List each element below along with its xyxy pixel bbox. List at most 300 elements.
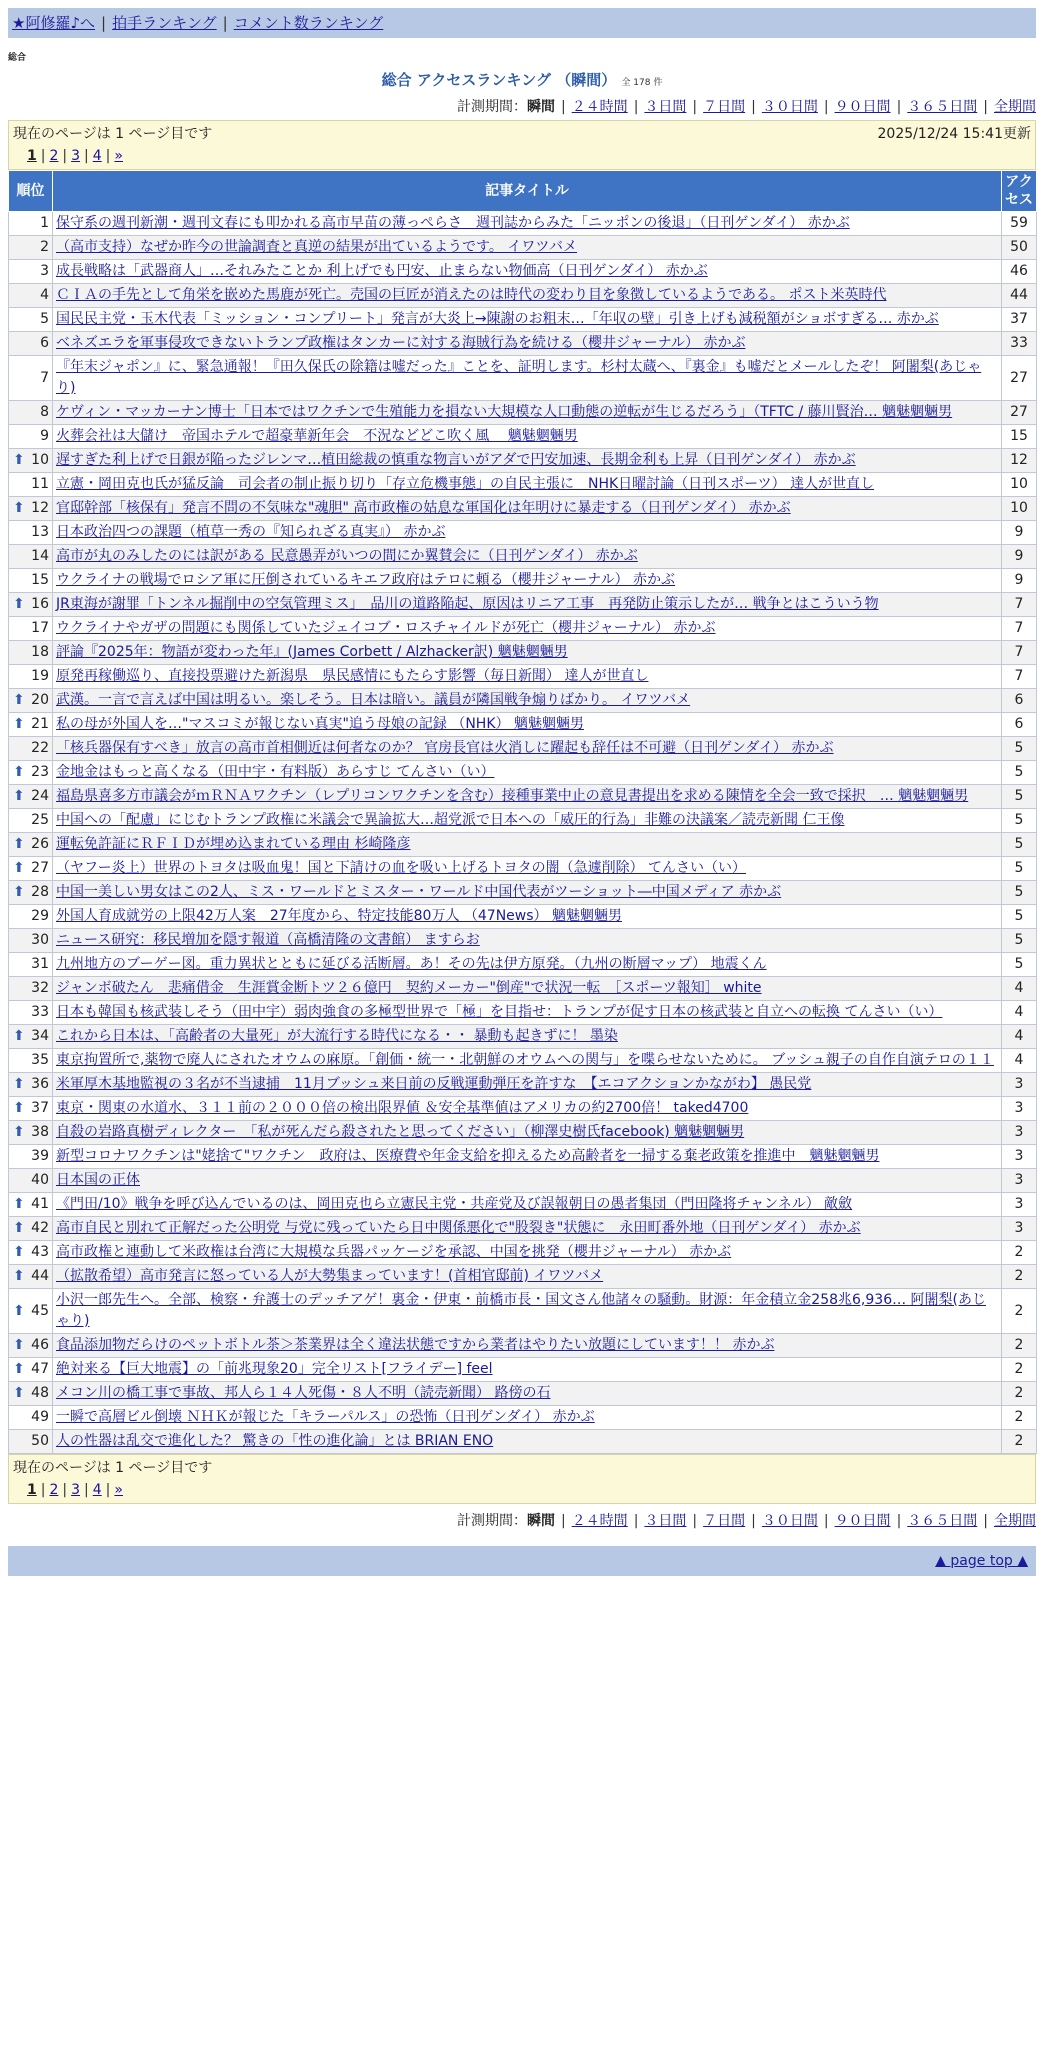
access-count: 4 [1002,1025,1037,1049]
rank-cell [9,905,53,929]
article-link[interactable]: 食品添加物だらけのペットボトル茶＞茶業界は全く違法状態ですから業者はやりたい放題にしています！！ 赤かぶ [56,1337,775,1353]
rank-cell [9,785,53,809]
period-separator: | [633,1513,639,1529]
rank-cell [9,1193,53,1217]
access-count: 59 [1002,212,1037,236]
article-link[interactable]: 高市自民と別れて正解だった公明党 与党に残っていたら日中関係悪化で"股裂き"状態に 永田町番外地（日刊ゲンダイ） 赤かぶ [56,1220,861,1236]
title-cell [53,521,1002,545]
access-count: 37 [1002,308,1037,332]
table-row [9,569,1037,593]
table-row [9,641,1037,665]
access-count: 2 [1002,1430,1037,1454]
article-link[interactable]: 日本国の正体 [56,1172,140,1188]
rank-number: 1 [40,215,49,231]
access-count: 6 [1002,689,1037,713]
page-link[interactable]: 2 [49,1482,59,1498]
title-cell [53,236,1002,260]
title-cell [53,905,1002,929]
page-info-bottom [8,1454,1036,1504]
article-link[interactable]: メコン川の橋工事で事故、邦人ら１４人死傷・８人不明（読売新聞） 路傍の石 [56,1385,551,1401]
table-row [9,449,1037,473]
article-link[interactable]: 米軍厚木基地監視の３名が不当逮捕 11月ブッシュ来日前の反戦運動弾圧を許すな 【エコアクションかながわ】 愚民党 [56,1076,812,1092]
period-label: 計測期間： [456,1513,527,1529]
title-cell [53,881,1002,905]
current-page-text: 現在のページは 1 ページ目です [13,126,213,142]
article-link[interactable]: 『年末ジャポン』に、緊急通報！『田久保氏の除籍は嘘だった』ことを、証明します。杉村太蔵へ、『裏金』も嘘だとメールしたぞ！ 阿闍梨(あじゃり) [56,359,982,396]
table-row [9,1001,1037,1025]
table-row [9,665,1037,689]
title-cell [53,1169,1002,1193]
rank-cell [9,809,53,833]
rank-cell [9,1145,53,1169]
article-link[interactable]: 高市政権と連動して米政権は台湾に大規模な兵器パッケージを承認、中国を挑発（櫻井ジャーナル） 赤かぶ [56,1244,732,1260]
article-link[interactable]: ニュース研究：移民増加を隠す報道（高橋清隆の文書館） ますらお [56,932,480,948]
rank-cell [9,929,53,953]
rank-up-icon: ⬆ [13,1220,25,1236]
article-link[interactable]: JR東海が謝罪「トンネル掘削中の空気管理ミス」 品川の道路陥起、原因はリニア工事 再発防止策示したが… 戦争とはこういう物 [56,596,879,612]
article-link[interactable]: 官邸幹部「核保有」発言不問の不気味な"魂胆" 高市政権の姑息な軍国化は年明けに暴走する（日刊ゲンダイ） 赤かぶ [56,500,791,516]
rank-up-icon: ⬆ [13,860,25,876]
article-link[interactable]: 私の母が外国人を…"マスコミが報じない真実"追う母娘の記録 （NHK） 魑魅魍魎男 [56,716,584,732]
title-cell [53,284,1002,308]
table-row [9,401,1037,425]
article-link[interactable]: （高市支持）なぜか昨今の世論調査と真逆の結果が出ているようです。 イワツバメ [56,239,578,255]
title-cell [53,308,1002,332]
rank-number: 48 [31,1385,49,1401]
page-link[interactable]: 3 [71,1482,81,1498]
access-count: 10 [1002,473,1037,497]
title-cell [53,569,1002,593]
nav-separator: | [101,14,107,32]
rank-up-icon: ⬆ [13,1302,25,1319]
article-link[interactable]: 運転免許証にＲＦＩＤが埋め込まれている理由 杉崎隆彦 [56,836,411,852]
article-link[interactable]: 一瞬で高層ビル倒壊 ＮＨＫが報じた「キラーパルス」の恐怖（日刊ゲンダイ） 赤かぶ [56,1409,595,1425]
period-option[interactable]: ３０日間 [761,99,818,115]
title-cell [53,497,1002,521]
period-option: 瞬間 [526,1513,555,1529]
article-link[interactable]: 福島県喜多方市議会がｍＲＮＡワクチン（レプリコンワクチンを含む）接種事業中止の意見書提出を求める陳情を全会一致で採択 … 魑魅魍魎男 [56,788,969,804]
access-count: 5 [1002,761,1037,785]
page-link: 1 [27,1482,37,1498]
rank-cell [9,545,53,569]
title-cell [53,641,1002,665]
title-cell [53,1289,1002,1334]
rank-number: 25 [31,812,49,828]
article-link[interactable]: 高市が丸のみしたのには訳がある 民意愚弄がいつの間にか翼賛会に（日刊ゲンダイ） 赤かぶ [56,548,638,564]
table-row [9,1169,1037,1193]
rank-number: 13 [31,524,49,540]
next-page-link[interactable]: » [114,1482,123,1498]
page-link: 1 [27,148,37,164]
access-count: 5 [1002,833,1037,857]
table-row [9,1334,1037,1358]
period-option[interactable]: ７日間 [703,1513,746,1529]
access-count: 6 [1002,713,1037,737]
article-link[interactable]: 国民民主党・玉木代表「ミッション・コンプリート」発言が大炎上→陳謝のお粗末…「年収の壁」引き上げも減税額がショボすぎる… 赤かぶ [56,311,939,327]
period-separator: | [983,99,988,115]
table-row [9,1217,1037,1241]
home-link[interactable]: ★阿修羅♪へ [12,14,96,32]
article-link[interactable]: 東京拘置所で,薬物で廃人にされたオウムの麻原。「創価・統一・北朝鮮のオウムへの関与」を喋らせないために。 ブッシュ親子の自作自演テロの１１ [56,1052,994,1068]
title-cell [53,809,1002,833]
pager-separator: | [40,1482,46,1498]
article-link[interactable]: ジャンボ破たん 悲痛借金 生涯賞金断トツ２６億円 契約メーカー"倒産"で状況一転 ［スポーツ報知］ white [56,980,762,996]
period-option[interactable]: ９０日間 [834,1513,891,1529]
article-link[interactable]: 新型コロナワクチンは"姥捨て"ワクチン 政府は、医療費や年金支給を抑えるため高齢者を一掃する棄老政策を推進中 魑魅魍魎男 [56,1148,880,1164]
table-row [9,809,1037,833]
period-option[interactable]: ２４時間 [571,1513,628,1529]
rank-cell [9,425,53,449]
period-option[interactable]: ３０日間 [761,1513,818,1529]
page-link[interactable]: 4 [92,1482,102,1498]
rank-cell [9,1121,53,1145]
table-row [9,1430,1037,1454]
table-row [9,332,1037,356]
table-row [9,1073,1037,1097]
updated-timestamp: 2025/12/24 15:41更新 [877,126,1031,142]
table-row [9,1145,1037,1169]
article-link[interactable]: 中国一美しい男女はこの2人、ミス・ワールドとミスター・ワールド中国代表がツーショット―中国メディア 赤かぶ [56,884,782,900]
title-cell [53,977,1002,1001]
rank-up-icon: ⬆ [13,1385,25,1401]
access-count: 4 [1002,977,1037,1001]
article-link[interactable]: 「核兵器保有すべき」放言の高市首相側近は何者なのか？ 官房長官は火消しに躍起も辞任は不可避（日刊ゲンダイ） 赤かぶ [56,740,834,756]
nav-separator: | [222,14,228,32]
table-row [9,212,1037,236]
page-info-top [8,120,1036,170]
access-count: 27 [1002,401,1037,425]
rank-up-icon: ⬆ [13,1361,25,1377]
rank-number: 9 [40,428,49,444]
rank-cell [9,401,53,425]
article-link[interactable]: 小沢一郎先生へ。全部、検察・弁護士のデッチアゲ！裏金・伊東・前橋市長・国文さん他諸々の騒動。財源：年金積立金258兆6,936… 阿闍梨(あじゃり) [56,1292,987,1329]
rank-cell [9,1382,53,1406]
title-cell [53,1334,1002,1358]
rank-up-icon: ⬆ [13,1076,25,1092]
access-count: 3 [1002,1097,1037,1121]
rank-cell [9,1358,53,1382]
rank-cell [9,1049,53,1073]
period-separator: | [896,99,902,115]
title-cell [53,1097,1002,1121]
rank-number: 47 [31,1361,49,1377]
rank-number: 10 [31,452,49,468]
period-separator: | [560,99,566,115]
period-separator: | [823,99,829,115]
rank-cell [9,497,53,521]
access-count: 5 [1002,953,1037,977]
access-count: 7 [1002,617,1037,641]
rank-up-icon: ⬆ [13,1337,25,1353]
rank-number: 42 [31,1220,49,1236]
rank-number: 26 [31,836,49,852]
rank-number: 18 [31,644,49,660]
table-row [9,593,1037,617]
title-cell [53,425,1002,449]
access-count: 9 [1002,521,1037,545]
access-count: 4 [1002,1049,1037,1073]
rank-number: 32 [31,980,49,996]
period-option[interactable]: ３６５日間 [907,99,978,115]
table-row [9,737,1037,761]
rank-cell [9,881,53,905]
article-link[interactable]: 火葬会社は大儲け 帝国ホテルで超豪華新年会 不況などどこ吹く風 魑魅魍魎男 [56,428,578,444]
rank-number: 37 [31,1100,49,1116]
rank-cell [9,260,53,284]
period-option[interactable]: 全期間 [994,99,1036,115]
title-cell [53,593,1002,617]
article-link[interactable]: ウクライナの戦場でロシア軍に圧倒されているキエフ政府はテロに頼る（櫻井ジャーナル） 赤かぶ [56,572,676,588]
title-cell [53,1430,1002,1454]
title-cell [53,545,1002,569]
article-link[interactable]: 日本政治四つの課題（植草一秀の『知られざる真実』） 赤かぶ [56,524,446,540]
rank-number: 28 [31,884,49,900]
table-row [9,617,1037,641]
rank-up-icon: ⬆ [13,596,25,612]
article-link[interactable]: 評論『2025年：物語が変わった年』(James Corbett / Alzhacker訳) 魑魅魍魎男 [56,644,568,660]
table-row [9,1241,1037,1265]
rank-number: 50 [31,1433,49,1449]
access-count: 50 [1002,236,1037,260]
period-separator: | [692,99,698,115]
title-cell [53,260,1002,284]
period-option[interactable]: ２４時間 [571,99,628,115]
access-count: 3 [1002,1145,1037,1169]
article-link[interactable]: 《門田/10》戦争を呼び込んでいるのは、岡田克也ら立憲民主党・共産党及び誤報朝日の愚者集団（門田隆将チャンネル） 敵斂 [56,1196,853,1212]
article-link[interactable]: 立憲・岡田克也氏が猛反論 司会者の制止振り切り「存立危機事態」の自民主張に NHK日曜討論（日刊スポーツ） 達人が世直し [56,476,875,492]
title-cell [53,473,1002,497]
rank-up-icon: ⬆ [13,884,25,900]
article-link[interactable]: 武漢。一言で言えば中国は明るい。楽しそう。日本は暗い。議員が隣国戦争煽りばかり。 イワツバメ [56,692,691,708]
article-link[interactable]: ＣＩＡの手先として角栄を嵌めた馬鹿が死亡。売国の巨匠が消えたのは時代の変わり目を象徴しているようである。 ポスト米英時代 [56,287,887,303]
period-option[interactable]: ３６５日間 [907,1513,978,1529]
rank-cell [9,521,53,545]
rank-up-icon: ⬆ [13,716,25,732]
pager-separator: | [105,1482,111,1498]
title-cell [53,785,1002,809]
rank-cell [9,593,53,617]
table-row [9,857,1037,881]
period-option[interactable]: ３日間 [644,1513,687,1529]
rank-cell [9,1289,53,1334]
title-cell [53,617,1002,641]
period-option[interactable]: ９０日間 [834,99,891,115]
title-cell [53,833,1002,857]
title-cell [53,212,1002,236]
table-row [9,473,1037,497]
article-link[interactable]: 自殺の岩路真樹ディレクター 「私が死んだら殺されたと思ってください」（柳澤史樹氏facebook) 魑魅魍魎男 [56,1124,745,1140]
rank-cell [9,617,53,641]
rank-cell [9,1169,53,1193]
table-row [9,905,1037,929]
table-row [9,1121,1037,1145]
article-link[interactable]: ウクライナやガザの問題にも関係していたジェイコブ・ロスチャイルドが死亡（櫻井ジャーナル） 赤かぶ [56,620,716,636]
article-link[interactable]: 外国人育成就労の上限42万人案 27年度から、特定技能80万人 （47News） 魑魅魍魎男 [56,908,622,924]
table-row [9,1265,1037,1289]
rank-cell [9,569,53,593]
pager-separator: | [84,1482,89,1498]
period-option[interactable]: 全期間 [994,1513,1036,1529]
access-count: 3 [1002,1217,1037,1241]
rank-cell [9,641,53,665]
table-row [9,545,1037,569]
access-count: 2 [1002,1382,1037,1406]
table-row [9,1289,1037,1334]
rank-number: 33 [31,1004,49,1020]
rank-number: 22 [31,740,49,756]
rank-cell [9,665,53,689]
article-link[interactable]: 保守系の週刊新潮・週刊文春にも叩かれる高市早苗の薄っぺらさ 週刊誌からみた「ニッポンの後退」（日刊ゲンダイ） 赤かぶ [56,215,850,231]
title-cell [53,737,1002,761]
table-row [9,1025,1037,1049]
article-link[interactable]: 遅すぎた利上げで日銀が陥ったジレンマ…植田総裁の慎重な物言いがアダで円安加速、長期金利も上昇（日刊ゲンダイ） 赤かぶ [56,452,856,468]
title-cell [53,1121,1002,1145]
period-separator: | [751,99,756,115]
title-cell [53,857,1002,881]
rank-cell [9,236,53,260]
article-link[interactable]: 中国への「配慮」にじむトランプ政権に米議会で異論拡大…超党派で日本への「威圧的行為」非難の決議案／読売新聞 仁王像 [56,812,845,828]
page-link[interactable]: 4 [92,148,102,164]
rank-number: 19 [31,668,49,684]
rank-number: 8 [40,404,49,420]
rank-cell [9,449,53,473]
table-row [9,284,1037,308]
article-link[interactable]: これから日本は、「高齢者の大量死」が大流行する時代になる・・ 暴動も起きずに！ 墨染 [56,1028,618,1044]
pager-separator: | [62,148,68,164]
rank-up-icon: ⬆ [13,836,25,852]
table-row [9,881,1037,905]
page-link[interactable]: 3 [71,148,81,164]
comment-ranking-link[interactable]: コメント数ランキング [233,14,384,32]
rank-cell [9,833,53,857]
rank-number: 44 [31,1268,49,1284]
rank-cell [9,1265,53,1289]
access-count: 2 [1002,1289,1037,1334]
period-separator: | [560,1513,566,1529]
access-count: 3 [1002,1169,1037,1193]
page-link[interactable]: 2 [49,148,59,164]
article-link[interactable]: 東京・関東の水道水、３１１前の２０００倍の検出限界値 ＆安全基準値はアメリカの約2700倍！ taked4700 [56,1100,749,1116]
rank-cell [9,1025,53,1049]
period-option[interactable]: ３日間 [644,99,687,115]
rank-up-icon: ⬆ [13,1268,25,1284]
rank-number: 7 [40,369,49,386]
rank-number: 11 [31,476,49,492]
pager-separator: | [40,148,46,164]
article-link[interactable]: 成長戦略は「武器商人」…それみたことか 利上げでも円安、止まらない物価高（日刊ゲンダイ） 赤かぶ [56,263,708,279]
access-count: 7 [1002,665,1037,689]
table-row [9,713,1037,737]
period-option[interactable]: ７日間 [703,99,746,115]
table-row [9,308,1037,332]
rank-cell [9,1241,53,1265]
rank-cell [9,1073,53,1097]
rank-number: 40 [31,1172,49,1188]
title-cell [53,1073,1002,1097]
title-cell [53,332,1002,356]
rank-number: 20 [31,692,49,708]
rank-number: 2 [40,239,49,255]
article-link[interactable]: 金地金はもっと高くなる（田中宇・有料版）あらすじ てんさい（い） [56,764,495,780]
pager-separator: | [105,148,111,164]
rank-cell [9,1406,53,1430]
access-count: 5 [1002,905,1037,929]
article-link[interactable]: 日本も韓国も核武装しそう（田中宇）弱肉強食の多極型世界で「極」を目指せ：トランプが促す日本の核武装と自立への転換 てんさい（い） [56,1004,943,1020]
article-link[interactable]: （ヤフー炎上）世界のトヨタは吸血鬼！国と下請けの血を吸い上げるトヨタの闇（急遽削除） てんさい（い） [56,860,747,876]
article-link[interactable]: 絶対来る【巨大地震】の「前兆現象20」完全リスト[フライデー] feel [56,1361,493,1377]
rank-number: 36 [31,1076,49,1092]
access-count: 2 [1002,1265,1037,1289]
period-separator: | [896,1513,902,1529]
access-count: 9 [1002,545,1037,569]
period-separator: | [751,1513,756,1529]
table-row [9,1358,1037,1382]
title-cell [53,1193,1002,1217]
rank-number: 34 [31,1028,49,1044]
title-cell [53,1241,1002,1265]
rank-up-icon: ⬆ [13,1124,25,1140]
current-page-text: 現在のページは 1 ページ目です [13,1460,213,1476]
rank-up-icon: ⬆ [13,1196,25,1212]
rank-cell [9,713,53,737]
rank-cell [9,1334,53,1358]
rank-cell [9,284,53,308]
pager-bottom [13,1479,1031,1501]
rank-cell [9,1217,53,1241]
rank-number: 38 [31,1124,49,1140]
rank-number: 24 [31,788,49,804]
rank-up-icon: ⬆ [13,1244,25,1260]
rank-number: 31 [31,956,49,972]
rank-number: 43 [31,1244,49,1260]
rank-cell [9,332,53,356]
total-count: 全 178 件 [621,78,663,88]
clap-ranking-link[interactable]: 拍手ランキング [112,14,217,32]
article-link[interactable]: 人の性器は乱交で進化した？ 驚きの「性の進化論」とは BRIAN ENO [56,1433,494,1449]
rank-number: 3 [40,263,49,279]
rank-number: 14 [31,548,49,564]
article-link[interactable]: ベネズエラを軍事侵攻できないトランプ政権はタンカーに対する海賊行為を続ける（櫻井ジャーナル） 赤かぶ [56,335,746,351]
next-page-link[interactable]: » [114,148,123,164]
title-cell [53,449,1002,473]
title-cell [53,1358,1002,1382]
access-count: 2 [1002,1358,1037,1382]
article-link[interactable]: 九州地方のブーゲー図。重力異状とともに延びる活断層。あ！その先は伊方原発。（九州の断層マップ） 地震くん [56,956,767,972]
title-cell [53,689,1002,713]
access-count: 5 [1002,809,1037,833]
access-count: 7 [1002,593,1037,617]
title-cell [53,1265,1002,1289]
article-link[interactable]: 原発再稼働巡り、直接投票避けた新潟県 県民感情にもたらす影響（毎日新聞） 達人が世直し [56,668,649,684]
title-header: 記事タイトル [53,171,1002,212]
article-link[interactable]: ケヴィン・マッカーナン博士「日本ではワクチンで生殖能力を損ない大規模な人口動態の逆転が生じるだろう」（TFTC / 藤川賢治… 魑魅魍魎男 [56,404,953,420]
table-row [9,689,1037,713]
page-title-text: 総合 アクセスランキング （瞬間） [381,71,617,89]
table-row [9,785,1037,809]
access-count: 7 [1002,641,1037,665]
page-top-link[interactable]: ▲ page top ▲ [935,1553,1028,1569]
pager-separator: | [62,1482,68,1498]
article-link[interactable]: （拡散希望）高市発言に怒っている人が大勢集まっています！(首相官邸前) イワツバメ [56,1268,604,1284]
period-label: 計測期間： [456,99,527,115]
access-count: 10 [1002,497,1037,521]
rank-header: 順位 [9,171,53,212]
table-row [9,953,1037,977]
rank-cell [9,857,53,881]
rank-number: 45 [31,1302,49,1319]
rank-number: 21 [31,716,49,732]
rank-up-icon: ⬆ [13,764,25,780]
